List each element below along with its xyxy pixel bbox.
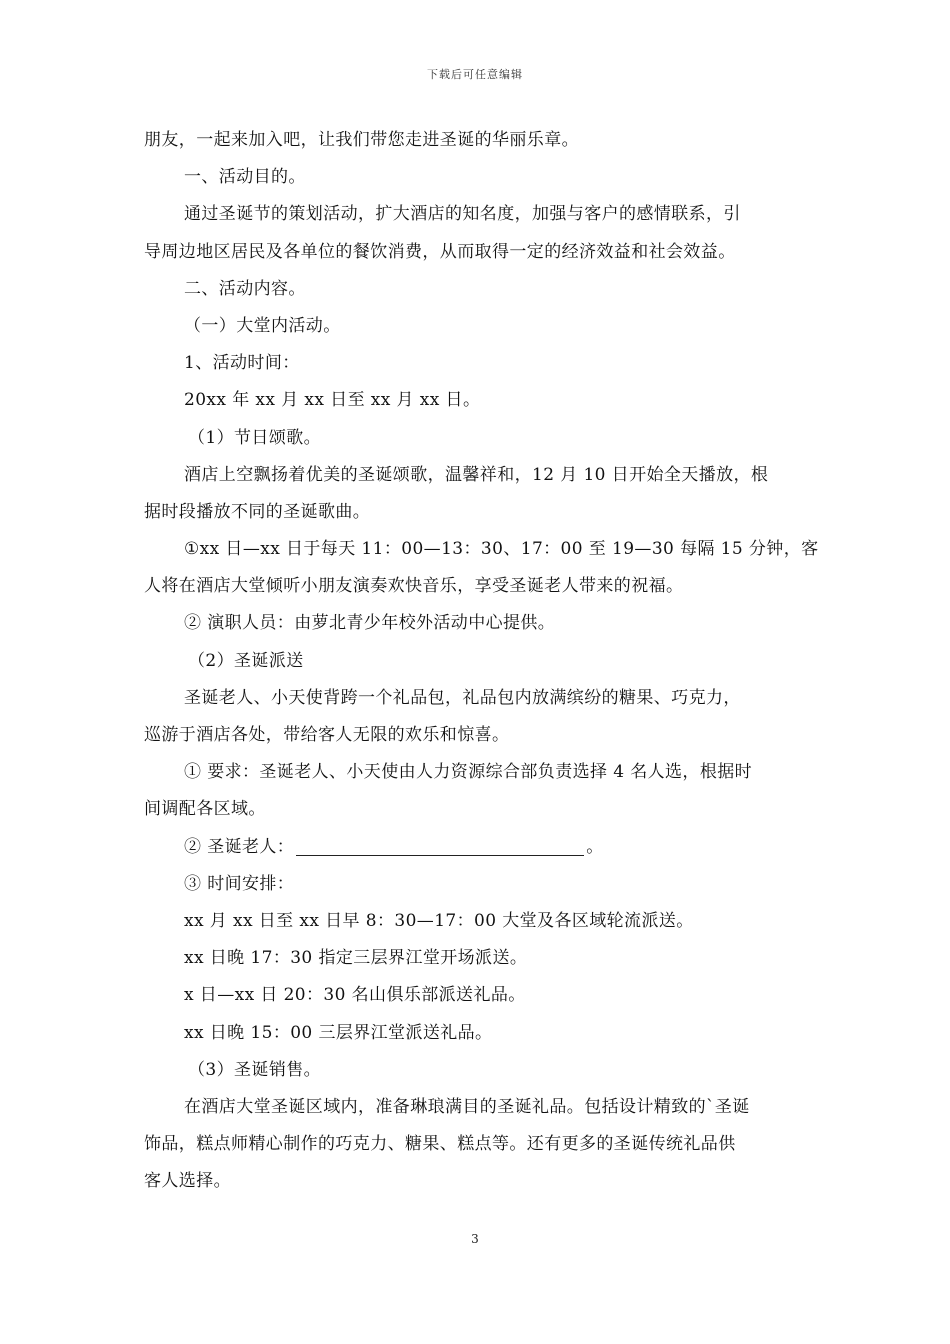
body-line: 导周边地区居民及各单位的餐饮消费，从而取得一定的经济效益和社会效益。 [144,241,736,262]
section-heading: 一、活动目的。 [184,167,306,188]
body-line: ② 演职人员：由萝北青少年校外活动中心提供。 [184,613,556,634]
body-line: 在酒店大堂圣诞区域内，准备琳琅满目的圣诞礼品。包括设计精致的`圣诞 [184,1096,750,1117]
body-line: ③ 时间安排： [184,873,295,894]
item-heading: 1、活动时间： [184,353,300,374]
body-line: 间调配各区域。 [144,799,266,820]
body-line: xx 日晚 15：00 三层界江堂派送礼品。 [184,1022,493,1043]
body-line: 人将在酒店大堂倾听小朋友演奏欢快音乐，享受圣诞老人带来的祝福。 [144,576,684,597]
subsection-heading: （一）大堂内活动。 [184,315,341,336]
body-line: xx 日晚 17：30 指定三层界江堂开场派送。 [184,948,528,969]
body-line: 20xx 年 xx 月 xx 日至 xx 月 xx 日。 [184,390,481,411]
body-line: x 日—xx 日 20：30 名山俱乐部派送礼品。 [184,985,526,1006]
item-heading: （2）圣诞派送 [188,650,304,671]
section-heading: 二、活动内容。 [184,278,306,299]
body-line: 巡游于酒店各处，带给客人无限的欢乐和惊喜。 [144,725,510,745]
body-line: 饰品，糕点师精心制作的巧克力、糖果、糕点等。还有更多的圣诞传统礼品供 [144,1134,736,1155]
fill-in-end: 。 [586,836,604,857]
body-line: xx 月 xx 日至 xx 日早 8：30—17：00 大堂及各区域轮流派送。 [184,910,694,931]
body-line: 通过圣诞节的策划活动，扩大酒店的知名度，加强与客户的感情联系，引 [184,204,741,225]
body-line: ①xx 日—xx 日于每天 11：00—13：30、17：00 至 19—30 每隔 15 分钟，客 [184,539,819,560]
fill-in-label: ② 圣诞老人： [184,836,295,857]
document-body [144,122,819,1200]
body-line: 圣诞老人、小天使背跨一个礼品包，礼品包内放满缤纷的糖果、巧克力， [184,687,741,708]
page-header: 下载后可任意编辑 [427,68,523,81]
body-line: 朋友，一起来加入吧，让我们带您走进圣诞的华丽乐章。 [144,130,579,150]
page-number: 3 [471,1232,479,1246]
body-line: 酒店上空飘扬着优美的圣诞颂歌，温馨祥和，12 月 10 日开始全天播放，根 [184,464,769,485]
body-line: 据时段播放不同的圣诞歌曲。 [144,501,371,522]
blank-underline [296,837,584,856]
body-line: ① 要求：圣诞老人、小天使由人力资源综合部负责选择 4 名人选，根据时 [184,762,753,783]
item-heading: （3）圣诞销售。 [188,1059,322,1080]
body-line: 客人选择。 [144,1171,231,1192]
item-heading: （1）节日颂歌。 [188,427,322,448]
fill-in-line [144,829,809,866]
